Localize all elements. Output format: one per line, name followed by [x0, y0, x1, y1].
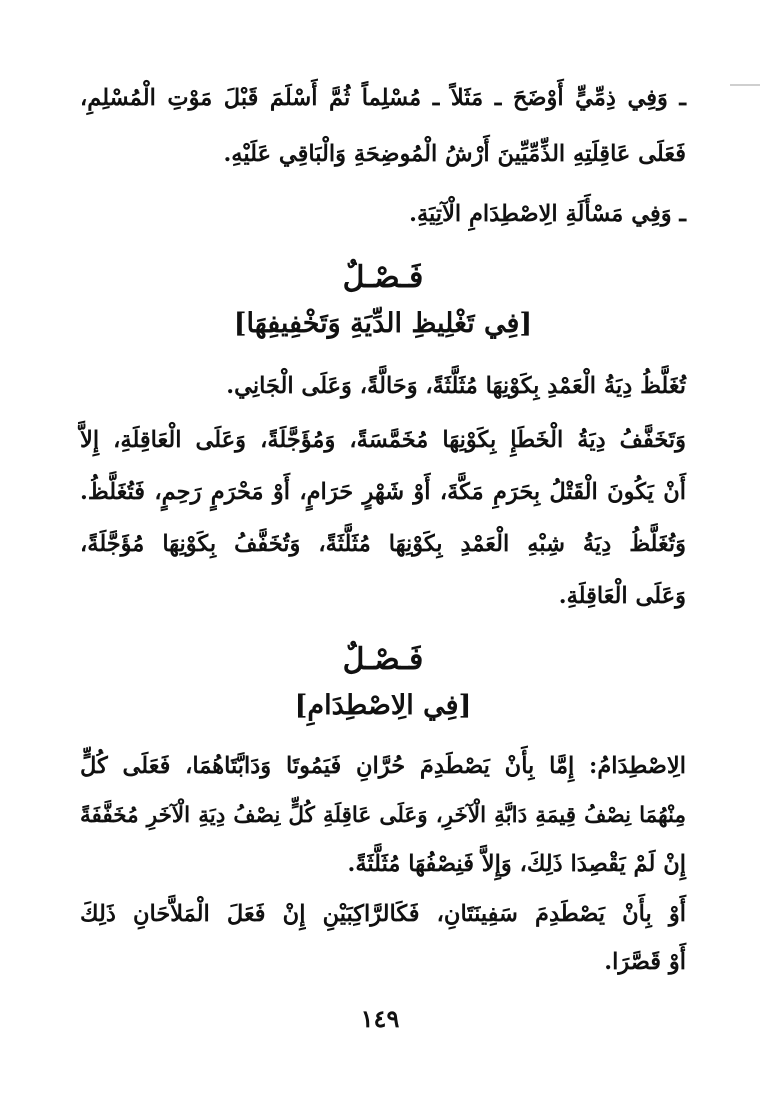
body-text-line: تُغَلَّظُ دِيَةُ الْعَمْدِ بِكَوْنِهَا مُثَلَّثَةً، وَحَالَّةً، وَعَلَى الْجَانِي.: [226, 373, 686, 399]
page-number: ١٤٩: [360, 1004, 400, 1033]
section-subtitle: [فِي تَغْلِيظِ الدِّيَةِ وَتَخْفِيفِهَا]: [233, 308, 533, 339]
body-text-line: مِنْهُمَا نِصْفُ قِيمَةِ دَابَّةِ الْآخَرِ، وَعَلَى عَاقِلَةِ كُلٍّ نِصْفُ دِيَةِ الْآخَرِ مُخَفَّفَةً: [80, 803, 686, 828]
body-text-line: وَتُغَلَّظُ دِيَةُ شِبْهِ الْعَمْدِ بِكَوْنِهَا مُثَلَّثَةً، وَتُخَفَّفُ بِكَوْنِهَا مُؤَجَّلَةً،: [80, 531, 686, 557]
body-text-line: الِاصْطِدَامُ: إِمَّا بِأَنْ يَصْطَدِمَ حُرَّانِ فَيَمُوتَا وَدَابَّتَاهُمَا، فَعَلَى كُلٍّ: [80, 753, 686, 779]
body-text-line: ـ وَفِي ذِمِّيٍّ أَوْضَحَ ـ مَثَلاً ـ مُسْلِماً ثُمَّ أَسْلَمَ قَبْلَ مَوْتِ الْمُسْلِمِ،: [80, 85, 686, 111]
body-text-line: فَعَلَى عَاقِلَتِهِ الذِّمِّيِّينَ أَرْشُ الْمُوضِحَةِ وَالْبَاقِي عَلَيْهِ.: [223, 141, 686, 167]
body-text-line: وَعَلَى الْعَاقِلَةِ.: [558, 583, 686, 609]
body-text-line: إِنْ لَمْ يَقْصِدَا ذَلِكَ، وَإِلاَّ فَنِصْفُهَا مُثَلَّثَةً.: [347, 851, 686, 877]
section-heading: فَـصْـلٌ: [342, 260, 424, 295]
section-subtitle: [فِي الِاصْطِدَامِ]: [294, 690, 472, 721]
body-text-line: أَوْ قَصَّرَا.: [604, 949, 686, 975]
section-heading: فَـصْـلٌ: [342, 642, 424, 677]
body-text-line: وَتَخَفَّفُ دِيَةُ الْخَطَإِ بِكَوْنِهَا مُخَمَّسَةً، وَمُؤَجَّلَةً، وَعَلَى الْعَاقِلَةِ، إِلاَّ: [80, 427, 686, 453]
body-text-line: أَنْ يَكُونَ الْقَتْلُ بِحَرَمِ مَكَّةَ، أَوْ شَهْرٍ حَرَامٍ، أَوْ مَحْرَمٍ رَحِمٍ، فَتُغَلَّظُ.: [80, 479, 686, 505]
scan-edge-mark: [730, 84, 760, 86]
body-text-line: ـ وَفِي مَسْأَلَةِ الِاصْطِدَامِ الْآتِيَةِ.: [409, 201, 686, 227]
body-text-line: أَوْ بِأَنْ يَصْطَدِمَ سَفِينَتَانِ، فَكَالرَّاكِبَيْنِ إِنْ فَعَلَ الْمَلاَّحَانِ ذَلِكَ: [80, 901, 686, 927]
